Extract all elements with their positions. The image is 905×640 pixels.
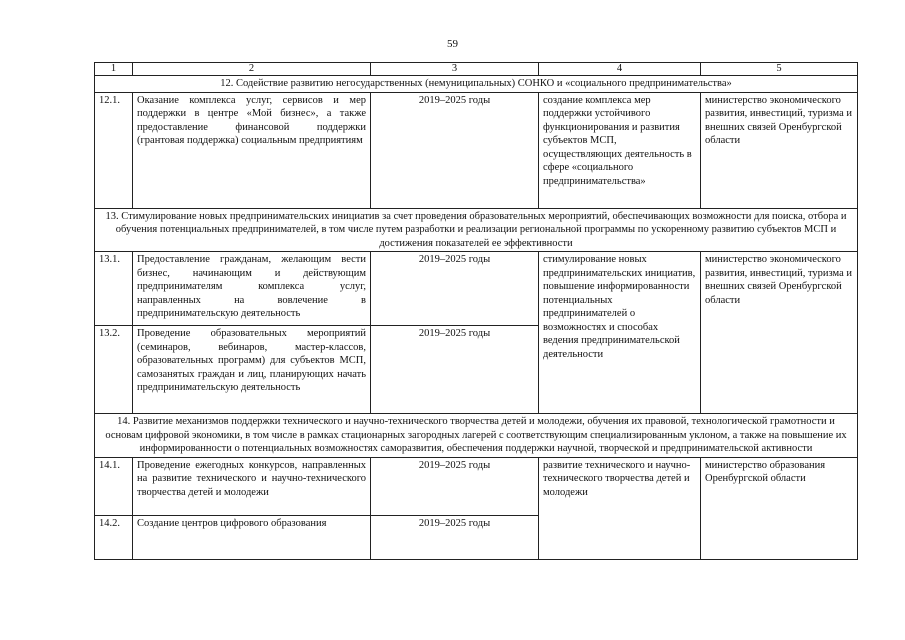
page-number: 59	[447, 38, 458, 50]
column-number: 5	[701, 63, 858, 76]
row-number: 13.2.	[95, 326, 133, 414]
table-row	[95, 252, 858, 326]
executor: министерство образования Оренбургской области	[701, 457, 858, 559]
table-row	[95, 457, 858, 515]
row-number: 12.1.	[95, 92, 133, 208]
period: 2019–2025 годы	[371, 515, 539, 559]
measure-text: Проведение образовательных мероприятий (семинаров, вебинаров, мастер-классов, образовательных программ) для субъектов МСП, самозанятых граждан и лиц, планирующих начать предпринимательскую деятельность	[133, 326, 371, 414]
row-number: 13.1.	[95, 252, 133, 326]
column-number-row	[95, 63, 858, 76]
expected-result: создание комплекса мер поддержки устойчивого функционирования и развития субъектов МСП, осуществляющих деятельность в сфере «социального предпринимательства»	[539, 92, 701, 208]
executor: министерство экономического развития, инвестиций, туризма и внешних связей Оренбургской области	[701, 92, 858, 208]
expected-result: стимулирование новых предпринимательских инициатив, повышение информированности потенциальных предпринимателей о возможностях и способах ведения предпринимательской деятельности	[539, 252, 701, 414]
column-number: 4	[539, 63, 701, 76]
measure-text: Оказание комплекса услуг, сервисов и мер поддержки в центре «Мой бизнес», а также предоставление финансовой поддержки (грантовая поддержка) социальным предприятиям	[133, 92, 371, 208]
section-title: 13. Стимулирование новых предпринимательских инициатив за счет проведения образовательных мероприятий, обеспечивающих возможности для поиска, отбора и обучения потенциальных предпринимателей, в том числе путем разработки и реализации региональной программы по ускоренному развитию субъектов МСП и достижения показателей ее эффективности	[95, 208, 858, 252]
section-title: 14. Развитие механизмов поддержки технического и научно-технического творчества детей и молодежи, обучения их правовой, технологической грамотности и основам цифровой экономики, в том числе в рамках стационарных загородных лагерей с соответствующим специализированным уклоном, а также на повышение их информированности о потенциальных возможностях саморазвития, обеспечения поддержки научной, творческой и предпринимательской активности	[95, 414, 858, 458]
table-row	[95, 92, 858, 208]
column-number: 3	[371, 63, 539, 76]
section-header-row	[95, 76, 858, 93]
measure-text: Создание центров цифрового образования	[133, 515, 371, 559]
period: 2019–2025 годы	[371, 326, 539, 414]
measure-text: Предоставление гражданам, желающим вести бизнес, начинающим и действующим предпринимателям комплекса услуг, направленных на вовлечение в предпринимательскую деятельность	[133, 252, 371, 326]
period: 2019–2025 годы	[371, 252, 539, 326]
period: 2019–2025 годы	[371, 92, 539, 208]
row-number: 14.2.	[95, 515, 133, 559]
executor: министерство экономического развития, инвестиций, туризма и внешних связей Оренбургской области	[701, 252, 858, 414]
column-number: 2	[133, 63, 371, 76]
column-number: 1	[95, 63, 133, 76]
section-header-row	[95, 208, 858, 252]
period: 2019–2025 годы	[371, 457, 539, 515]
expected-result: развитие технического и научно-технического творчества детей и молодежи	[539, 457, 701, 559]
section-title: 12. Содействие развитию негосударственных (немуниципальных) СОНКО и «социального предпринимательства»	[95, 76, 858, 93]
row-number: 14.1.	[95, 457, 133, 515]
measures-table	[94, 62, 858, 560]
measure-text: Проведение ежегодных конкурсов, направленных на развитие технического и научно-технического творчества детей и молодежи	[133, 457, 371, 515]
section-header-row	[95, 414, 858, 458]
